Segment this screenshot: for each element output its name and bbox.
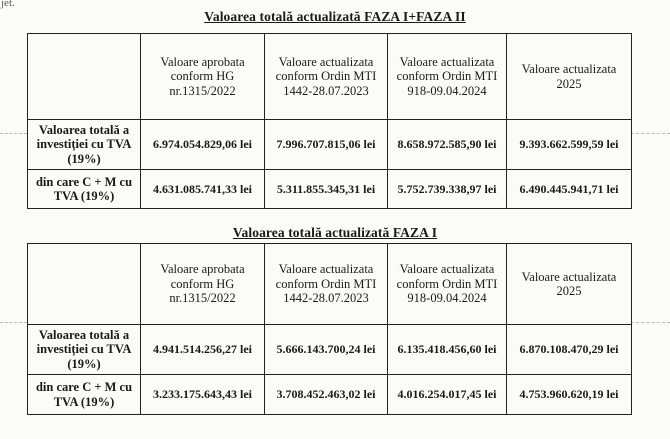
value-cell: 8.658.972.585,90 lei <box>388 120 507 170</box>
value-cell: 4.753.960.620,19 lei <box>507 375 632 415</box>
corner-cell <box>28 244 141 325</box>
row-label: din care C + M cu TVA (19%) <box>28 170 141 209</box>
value-cell: 6.135.418.456,60 lei <box>388 325 507 375</box>
values-table-faza-1-2 <box>27 33 632 209</box>
column-header: Valoare actualizata conform Ordin MTI 918-09.04.2024 <box>388 34 507 120</box>
value-cell: 3.233.175.643,43 lei <box>141 375 265 415</box>
value-cell: 9.393.662.599,59 lei <box>507 120 632 170</box>
dashed-line <box>0 133 27 134</box>
value-cell: 6.974.054.829,06 lei <box>141 120 265 170</box>
column-header: Valoare aprobata conform HG nr.1315/2022 <box>141 244 265 325</box>
value-cell: 6.870.108.470,29 lei <box>507 325 632 375</box>
value-cell: 4.941.514.256,27 lei <box>141 325 265 375</box>
table-title: Valoarea totală actualizată FAZA I+FAZA II <box>204 9 466 24</box>
value-cell: 7.996.707.815,06 lei <box>265 120 388 170</box>
values-table-faza-1 <box>27 243 632 415</box>
column-header: Valoare actualizata conform Ordin MTI 1442-28.07.2023 <box>265 244 388 325</box>
corner-mark: jet. <box>1 0 15 9</box>
row-label: Valoarea totală a investiției cu TVA (19%) <box>28 325 141 375</box>
column-header: Valoare aprobata conform HG nr.1315/2022 <box>141 34 265 120</box>
corner-cell <box>28 34 141 120</box>
value-cell: 3.708.452.463,02 lei <box>265 375 388 415</box>
value-cell: 5.666.143.700,24 lei <box>265 325 388 375</box>
value-cell: 5.311.855.345,31 lei <box>265 170 388 209</box>
dashed-line <box>631 322 670 323</box>
column-header: Valoare actualizata conform Ordin MTI 1442-28.07.2023 <box>265 34 388 120</box>
value-cell: 6.490.445.941,71 lei <box>507 170 632 209</box>
dashed-line <box>0 322 27 323</box>
column-header: Valoare actualizata 2025 <box>507 34 632 120</box>
row-label: din care C + M cu TVA (19%) <box>28 375 141 415</box>
table-title: Valoarea totală actualizată FAZA I <box>232 225 438 240</box>
value-cell: 4.631.085.741,33 lei <box>141 170 265 209</box>
row-label: Valoarea totală a investiției cu TVA (19%) <box>28 120 141 170</box>
column-header: Valoare actualizata conform Ordin MTI 918-09.04.2024 <box>388 244 507 325</box>
column-header: Valoare actualizata 2025 <box>507 244 632 325</box>
value-cell: 5.752.739.338,97 lei <box>388 170 507 209</box>
value-cell: 4.016.254.017,45 lei <box>388 375 507 415</box>
dashed-line <box>631 133 670 134</box>
